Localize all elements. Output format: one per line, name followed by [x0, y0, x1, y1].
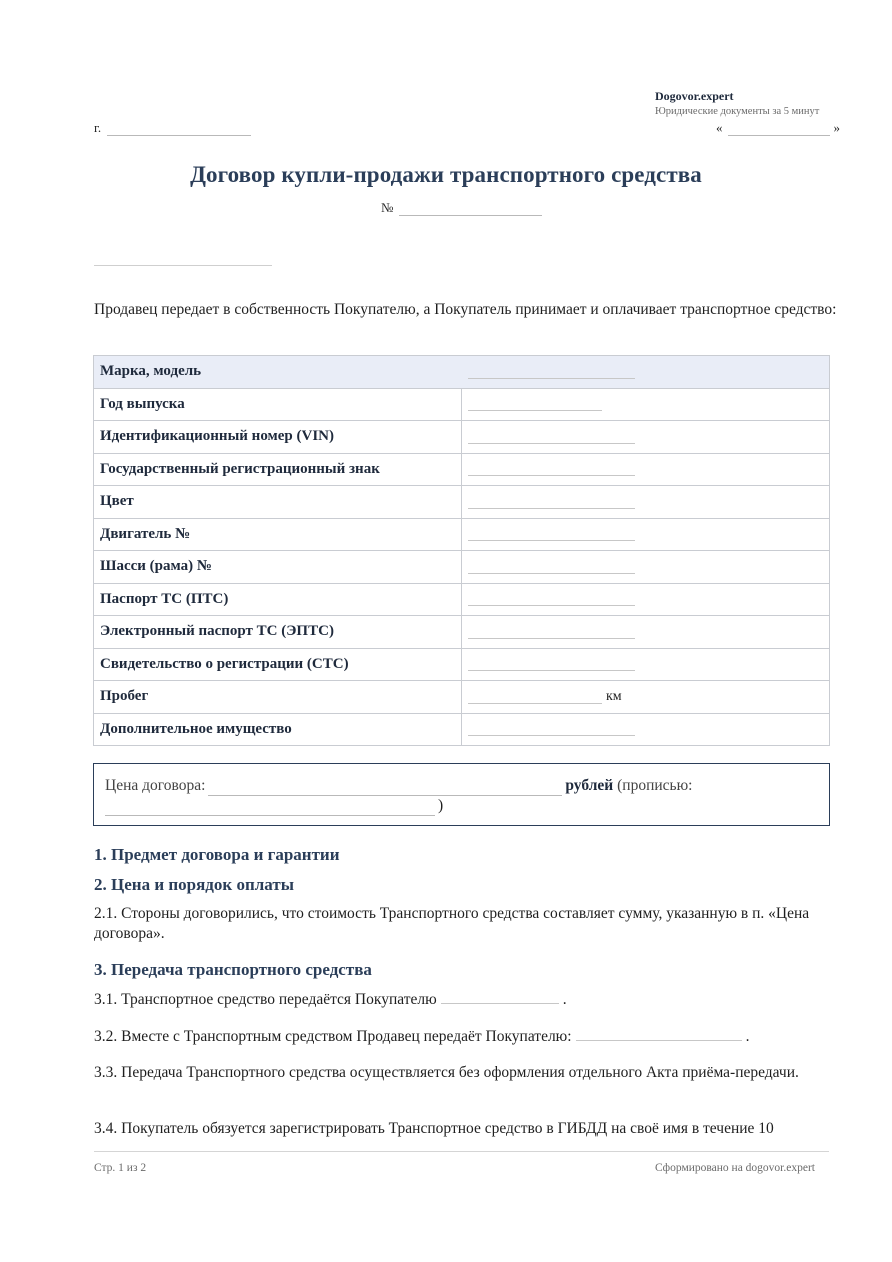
city-prefix: г. — [94, 120, 102, 135]
property-value — [462, 648, 830, 681]
value-blank — [468, 657, 635, 671]
value-blank — [468, 560, 635, 574]
document-number — [381, 200, 542, 216]
table-row — [94, 583, 830, 616]
property-value — [462, 421, 830, 454]
clause-3-1 — [94, 990, 864, 1010]
date-blank — [728, 122, 830, 136]
footer-generated: Сформировано на dogovor.expert — [655, 1162, 815, 1174]
clause-3-2-text: 3.2. Вместе с Транспортным средством Продавец передаёт Покупателю: — [94, 1028, 572, 1045]
clause-3-4: 3.4. Покупатель обязуется зарегистрировать Транспортное средство в ГИБДД на своё имя в течение 10 — [94, 1120, 774, 1137]
clause-3-1-blank — [441, 990, 559, 1004]
property-value — [462, 583, 830, 616]
property-value — [462, 551, 830, 584]
brand-name: Dogovor.expert — [655, 89, 734, 103]
property-label: Паспорт ТС (ПТС) — [94, 583, 462, 616]
value-blank — [468, 690, 602, 704]
property-label: Свидетельство о регистрации (СТС) — [94, 648, 462, 681]
property-value — [462, 453, 830, 486]
table-row — [94, 518, 830, 551]
table-row — [94, 616, 830, 649]
price-amount-blank — [208, 780, 562, 796]
property-value — [462, 713, 830, 746]
table-row — [94, 713, 830, 746]
city-blank — [107, 122, 251, 136]
party-blank-line — [94, 265, 272, 266]
property-value — [462, 486, 830, 519]
section-3-title: 3. Передача транспортного средства — [94, 960, 372, 979]
table-row — [94, 421, 830, 454]
property-label: Двигатель № — [94, 518, 462, 551]
footer-page-number: Стр. 1 из 2 — [94, 1162, 147, 1174]
clause-3-1-end: . — [562, 991, 567, 1008]
property-label: Марка, модель — [94, 356, 462, 389]
section-1-title: 1. Предмет договора и гарантии — [94, 845, 340, 864]
property-label: Дополнительное имущество — [94, 713, 462, 746]
brand-block — [655, 88, 819, 119]
value-blank — [468, 430, 635, 444]
price-box — [93, 763, 830, 826]
clause-3-1-text: 3.1. Транспортное средство передаётся Покупателю — [94, 991, 437, 1008]
table-row — [94, 388, 830, 421]
document-title: Договор купли-продажи транспортного средства — [190, 162, 702, 187]
value-blank — [468, 592, 635, 606]
number-blank — [399, 202, 542, 216]
intro-paragraph: Продавец передает в собственность Покупателю, а Покупатель принимает и оплачивает транспортное средство: — [94, 301, 837, 318]
value-blank — [468, 527, 635, 541]
property-label: Шасси (рама) № — [94, 551, 462, 584]
city-field — [94, 120, 251, 136]
table-row — [94, 453, 830, 486]
value-blank — [468, 722, 635, 736]
property-value — [462, 616, 830, 649]
section-2-title: 2. Цена и порядок оплаты — [94, 875, 294, 894]
price-label: Цена договора: — [105, 777, 206, 794]
value-blank — [468, 625, 635, 639]
property-label: Год выпуска — [94, 388, 462, 421]
price-words-open: (прописью: — [617, 777, 693, 794]
table-row — [94, 356, 830, 389]
value-blank — [468, 495, 635, 509]
date-field — [716, 120, 840, 136]
clause-3-3: 3.3. Передача Транспортного средства осуществляется без оформления отдельного Акта приёма-передачи. — [94, 1064, 799, 1081]
property-value — [462, 681, 830, 714]
table-row — [94, 486, 830, 519]
property-label: Цвет — [94, 486, 462, 519]
value-blank — [468, 462, 635, 476]
property-label: Государственный регистрационный знак — [94, 453, 462, 486]
price-words-close: ) — [438, 797, 444, 814]
vehicle-properties-table — [93, 355, 830, 746]
table-row — [94, 681, 830, 714]
table-row — [94, 648, 830, 681]
price-currency: рублей — [565, 777, 614, 794]
property-value — [462, 356, 830, 389]
property-value — [462, 388, 830, 421]
value-blank — [468, 397, 602, 411]
clause-3-2 — [94, 1027, 864, 1047]
clause-2-1: 2.1. Стороны договорились, что стоимость Транспортного средства составляет сумму, указанную в п. «Цена договора». — [94, 905, 810, 942]
table-row — [94, 551, 830, 584]
property-label: Идентификационный номер (VIN) — [94, 421, 462, 454]
number-prefix: № — [381, 200, 394, 215]
footer-divider — [94, 1151, 829, 1152]
property-value — [462, 518, 830, 551]
property-label: Электронный паспорт ТС (ЭПТС) — [94, 616, 462, 649]
date-close-quote: » — [833, 120, 840, 135]
mileage-unit: км — [606, 688, 622, 704]
value-blank — [468, 365, 635, 379]
clause-3-2-end: . — [745, 1028, 750, 1045]
brand-tagline: Юридические документы за 5 минут — [655, 106, 820, 117]
price-words-blank — [105, 800, 435, 816]
date-open-quote: « — [716, 120, 723, 135]
clause-3-2-blank — [576, 1027, 742, 1041]
property-label: Пробег — [94, 681, 462, 714]
